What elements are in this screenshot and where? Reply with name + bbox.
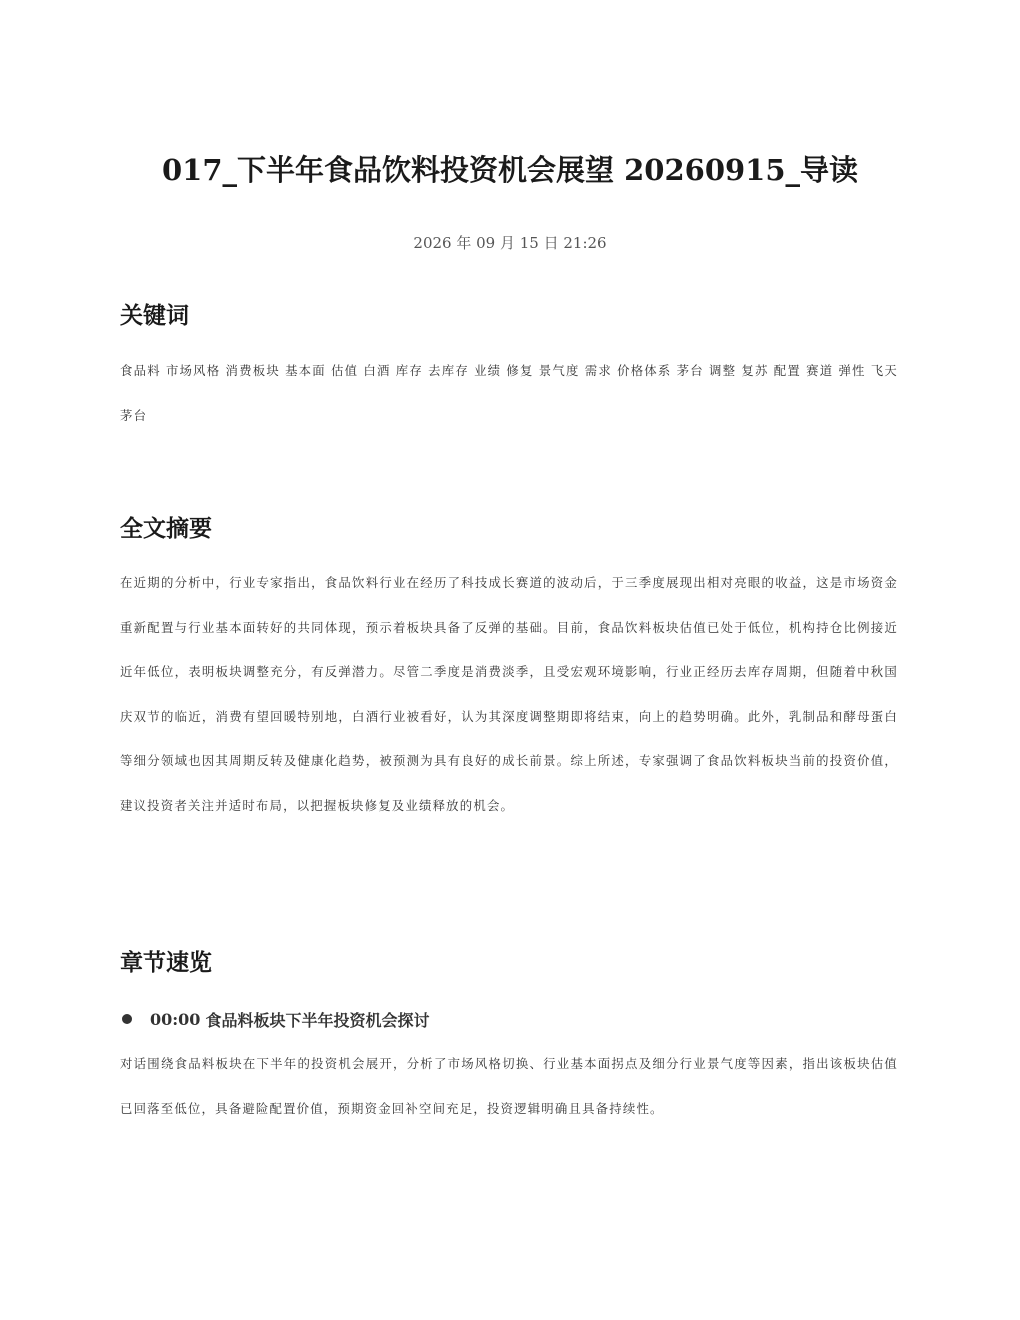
chapter-summary-text: 对话围绕食品料板块在下半年的投资机会展开，分析了市场风格切换、行业基本面拐点及细分行业景气度等因素，指出该板块估值已回落至低位，具备避险配置价值，预期资金回补空间充足，投资逻辑明确且具备持续性。 [120,1056,898,1116]
document-title: 017_下半年食品饮料投资机会展望 20260915_导读 [161,153,859,187]
document-date: 2026 年 09 月 15 日 21:26 [413,234,607,252]
bullet-icon [122,1014,132,1024]
summary-heading: 全文摘要 [120,516,212,542]
keywords-text: 食品料 市场风格 消费板块 基本面 估值 白酒 库存 去库存 业绩 修复 景气度 需求 价格体系 茅台 调整 复苏 配置 赛道 弹性 飞天茅台 [120,363,898,423]
keywords-heading: 关键词 [120,303,189,329]
chapter-item [120,1004,898,1034]
chapter-timestamp: 00:00 [150,1009,201,1029]
chapter-title: 食品料板块下半年投资机会探讨 [205,1010,430,1030]
chapters-heading: 章节速览 [120,950,212,976]
summary-text: 在近期的分析中，行业专家指出，食品饮料行业在经历了科技成长赛道的波动后，于三季度展现出相对亮眼的收益，这是市场资金重新配置与行业基本面转好的共同体现，预示着板块具备了反弹的基础。目前，食品饮料板块估值已处于低位，机构持仓比例接近近年低位，表明板块调整充分，有反弹潜力。尽管二季度是消费淡季，且受宏观环境影响，行业正经历去库存周期，但随着中秋国庆双节的临近，消费有望回暖特别地，白酒行业被看好，认为其深度调整期即将结束，向上的趋势明确。此外，乳制品和酵母蛋白等细分领域也因其周期反转及健康化趋势，被预测为具有良好的成长前景。综上所述，专家强调了食品饮料板块当前的投资价值，建议投资者关注并适时布局，以把握板块修复及业绩释放的机会。 [120,575,898,813]
